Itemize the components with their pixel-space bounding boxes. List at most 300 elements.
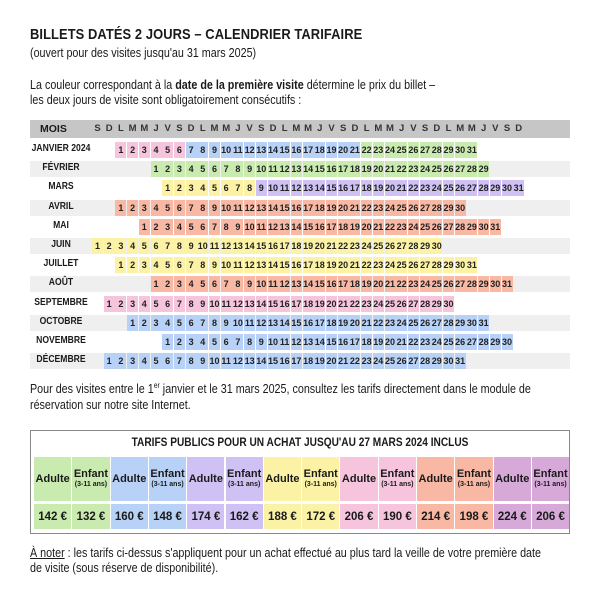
day-cell: 9: [197, 353, 208, 369]
day-cell: 30: [502, 334, 513, 350]
day-cell: 21: [396, 334, 407, 350]
calendar-header-mois: MOIS: [40, 123, 67, 135]
day-cell: 26: [396, 353, 407, 369]
day-cell: 25: [385, 296, 396, 312]
day-cell: 3: [127, 353, 138, 369]
day-cell: 4: [162, 315, 173, 331]
tarif-label: [34, 457, 71, 501]
weekday-letter: M: [210, 123, 219, 134]
day-cell: 16: [291, 142, 302, 158]
day-cell: 10: [221, 200, 232, 216]
tarif-price: 172 €: [302, 504, 339, 529]
day-cell: 29: [466, 219, 477, 235]
day-cell: 30: [443, 296, 454, 312]
day-cell: 12: [291, 180, 302, 196]
tarif-label: [149, 457, 186, 501]
day-cell: 7: [186, 142, 197, 158]
day-cell: 4: [197, 180, 208, 196]
day-cell: 29: [431, 353, 442, 369]
weekday-letter: V: [410, 123, 417, 134]
day-cell: 11: [232, 257, 243, 273]
day-cell: 26: [443, 276, 454, 292]
note-dates-b: janvier et le 31 mars 2025, consultez les tarifs directement dans le module de: [159, 382, 531, 397]
day-cell: 28: [455, 219, 466, 235]
day-cell: 25: [408, 315, 419, 331]
day-cell: 15: [279, 257, 290, 273]
day-cell: 27: [443, 219, 454, 235]
tarif-column: [34, 457, 71, 529]
day-cell: 19: [338, 315, 349, 331]
day-cell: 8: [197, 142, 208, 158]
day-cell: 31: [513, 180, 524, 196]
day-cell: 7: [186, 257, 197, 273]
day-cell: 21: [385, 276, 396, 292]
day-cell: 8: [221, 219, 232, 235]
weekday-letter: S: [258, 123, 265, 134]
month-name: JANVIER 2024: [31, 143, 91, 154]
day-cell: 4: [174, 219, 185, 235]
day-cell: 24: [385, 200, 396, 216]
day-cell: 11: [221, 296, 232, 312]
day-cell: 6: [174, 257, 185, 273]
tarif-column: [379, 457, 416, 529]
day-cell: 15: [268, 296, 279, 312]
day-cell: 16: [291, 257, 302, 273]
day-cell: 3: [162, 219, 173, 235]
day-cell: 4: [151, 200, 162, 216]
day-cell: 25: [385, 353, 396, 369]
month-name: OCTOBRE: [39, 315, 83, 327]
day-cell: 23: [420, 180, 431, 196]
tarif-label: [417, 457, 454, 501]
tarif-price: 132 €: [72, 504, 109, 529]
weekday-letter: S: [421, 123, 429, 134]
day-cell: 27: [420, 257, 431, 273]
day-cell: 29: [443, 142, 454, 158]
day-cell: 2: [127, 257, 138, 273]
note-conditions: [30, 546, 541, 576]
day-cell: 1: [151, 276, 162, 292]
day-cell: 22: [408, 180, 419, 196]
weekday-letter: D: [105, 123, 113, 134]
day-cell: 21: [338, 296, 349, 312]
tarif-label: [532, 457, 569, 501]
day-cell: 7: [197, 315, 208, 331]
weekday-letter: L: [199, 123, 206, 134]
day-cell: 3: [139, 257, 150, 273]
day-cell: 27: [466, 334, 477, 350]
tarif-label-text: Adulte: [265, 472, 300, 485]
tarif-label-sub: (3-11 ans): [457, 481, 491, 488]
day-cell: 23: [373, 142, 384, 158]
day-cell: 27: [408, 296, 419, 312]
tarif-label-sub: (3-11 ans): [381, 481, 414, 488]
tarif-column: [340, 457, 377, 529]
day-cell: 16: [338, 180, 349, 196]
day-cell: 16: [314, 219, 325, 235]
day-cell: 15: [326, 334, 337, 350]
day-cell: 19: [326, 142, 337, 158]
day-cell: 16: [279, 353, 290, 369]
month-name: AOÛT: [48, 277, 74, 289]
day-cell: 22: [396, 161, 407, 177]
day-cell: 5: [197, 161, 208, 177]
intro-bold: date de la première visite: [175, 78, 304, 92]
day-cell: 29: [431, 296, 442, 312]
day-cell: 13: [291, 161, 302, 177]
day-cell: 19: [314, 296, 325, 312]
day-cell: 30: [455, 257, 466, 273]
weekday-letter: J: [399, 123, 405, 134]
day-cell: 25: [431, 276, 442, 292]
day-cell: 17: [303, 200, 314, 216]
day-cell: 26: [396, 296, 407, 312]
tarif-price: 206 €: [532, 504, 569, 529]
day-cell: 14: [244, 238, 255, 254]
day-cell: 18: [326, 315, 337, 331]
day-cell: 21: [349, 257, 360, 273]
day-cell: 30: [502, 180, 513, 196]
tarif-label-text: Enfant: [150, 468, 185, 480]
tarif-label-text: Enfant: [533, 468, 568, 480]
day-cell: 4: [151, 142, 162, 158]
weekday-letter: M: [456, 123, 465, 134]
day-cell: 7: [221, 276, 232, 292]
day-cell: 15: [279, 200, 290, 216]
day-cell: 2: [139, 315, 150, 331]
day-cell: 1: [104, 296, 115, 312]
day-cell: 22: [385, 219, 396, 235]
day-cell: 24: [385, 257, 396, 273]
day-cell: 5: [139, 238, 150, 254]
day-cell: 1: [104, 353, 115, 369]
tarif-column: [417, 457, 454, 529]
day-cell: 4: [139, 353, 150, 369]
day-cell: 30: [455, 200, 466, 216]
tarif-label-text: Enfant: [227, 468, 262, 480]
weekday-letter: M: [128, 123, 137, 134]
day-cell: 6: [174, 200, 185, 216]
day-cell: 17: [279, 238, 290, 254]
tarif-price: 198 €: [455, 504, 492, 529]
tarif-price: 162 €: [226, 504, 263, 529]
day-cell: 4: [186, 161, 197, 177]
day-cell: 12: [268, 219, 279, 235]
weekday-letter: M: [304, 123, 313, 134]
day-cell: 28: [420, 296, 431, 312]
day-cell: 6: [221, 180, 232, 196]
day-cell: 16: [326, 276, 337, 292]
day-cell: 2: [151, 219, 162, 235]
day-cell: 13: [256, 200, 267, 216]
tarif-label-text: Adulte: [495, 472, 530, 485]
weekday-letter: S: [176, 123, 183, 134]
day-cell: 24: [431, 334, 442, 350]
day-cell: 13: [244, 353, 255, 369]
day-cell: 10: [209, 353, 220, 369]
day-cell: 17: [314, 315, 325, 331]
weekday-letter: J: [480, 123, 487, 134]
intro-text: [30, 78, 435, 108]
day-cell: 31: [502, 276, 513, 292]
day-cell: 27: [431, 315, 442, 331]
day-cell: 3: [151, 315, 162, 331]
day-cell: 27: [396, 238, 407, 254]
day-cell: 11: [221, 353, 232, 369]
day-cell: 11: [279, 180, 290, 196]
day-cell: 4: [127, 238, 138, 254]
day-cell: 23: [408, 161, 419, 177]
day-cell: 19: [314, 353, 325, 369]
day-cell: 9: [186, 238, 197, 254]
day-cell: 8: [197, 257, 208, 273]
note-dates-sup: er: [153, 381, 160, 390]
day-cell: 22: [396, 276, 407, 292]
day-cell: 8: [244, 334, 255, 350]
day-cell: 9: [244, 161, 255, 177]
day-cell: 17: [303, 257, 314, 273]
day-cell: 11: [268, 276, 279, 292]
tarif-price: 224 €: [494, 504, 531, 529]
day-cell: 11: [279, 334, 290, 350]
day-cell: 15: [303, 219, 314, 235]
intro-part2: détermine le prix du billet –: [303, 78, 436, 92]
day-cell: 9: [209, 142, 220, 158]
day-cell: 25: [431, 161, 442, 177]
day-cell: 11: [232, 142, 243, 158]
day-cell: 11: [209, 238, 220, 254]
day-cell: 20: [385, 334, 396, 350]
tarif-label-text: Adulte: [341, 472, 377, 485]
day-cell: 31: [478, 315, 489, 331]
day-cell: 15: [326, 180, 337, 196]
day-cell: 9: [197, 296, 208, 312]
tarif-label-sub: (3-11 ans): [304, 481, 337, 488]
day-cell: 14: [268, 257, 279, 273]
weekday-letter: L: [117, 123, 124, 134]
day-cell: 1: [115, 257, 126, 273]
day-cell: 13: [268, 315, 279, 331]
day-cell: 29: [490, 334, 501, 350]
weekday-letter: D: [433, 123, 441, 134]
day-cell: 3: [174, 161, 185, 177]
tarif-label-text: Adulte: [418, 472, 453, 485]
day-cell: 1: [139, 219, 150, 235]
tarif-column: [264, 457, 301, 529]
month-name: FÉVRIER: [42, 162, 80, 174]
day-cell: 25: [443, 180, 454, 196]
tarif-column: [494, 457, 531, 529]
day-cell: 21: [385, 161, 396, 177]
weekday-letter: S: [503, 123, 511, 134]
day-cell: 17: [326, 219, 337, 235]
day-cell: 28: [431, 200, 442, 216]
tarif-column: [149, 457, 186, 529]
weekday-letter: L: [281, 123, 288, 134]
day-cell: 25: [420, 219, 431, 235]
day-cell: 17: [291, 296, 302, 312]
day-cell: 6: [162, 353, 173, 369]
day-cell: 15: [314, 161, 325, 177]
day-cell: 10: [256, 161, 267, 177]
tarif-label-sub: (3-11 ans): [228, 481, 261, 488]
day-cell: 21: [349, 200, 360, 216]
month-name: MAI: [53, 219, 69, 231]
day-cell: 7: [162, 238, 173, 254]
day-cell: 8: [244, 180, 255, 196]
day-cell: 1: [127, 315, 138, 331]
day-cell: 9: [256, 334, 267, 350]
day-cell: 1: [92, 238, 103, 254]
tarif-price: 142 €: [34, 504, 71, 529]
weekday-letter: J: [153, 123, 159, 134]
day-cell: 5: [209, 334, 220, 350]
day-cell: 21: [338, 353, 349, 369]
weekday-letter: M: [386, 123, 394, 134]
day-cell: 31: [466, 142, 477, 158]
weekday-letter: M: [222, 123, 231, 134]
day-cell: 23: [396, 219, 407, 235]
day-cell: 14: [268, 200, 279, 216]
day-cell: 18: [314, 142, 325, 158]
day-cell: 11: [268, 161, 279, 177]
weekday-letter: M: [467, 123, 476, 134]
day-cell: 2: [127, 142, 138, 158]
month-name: MARS: [48, 181, 74, 193]
day-cell: 26: [455, 180, 466, 196]
day-cell: 18: [314, 200, 325, 216]
day-cell: 20: [373, 276, 384, 292]
day-cell: 4: [186, 276, 197, 292]
day-cell: 6: [186, 315, 197, 331]
day-cell: 14: [314, 180, 325, 196]
day-cell: 23: [420, 334, 431, 350]
day-cell: 12: [244, 142, 255, 158]
day-cell: 5: [162, 200, 173, 216]
day-cell: 13: [291, 276, 302, 292]
intro-part1: La couleur correspondant à la: [30, 78, 176, 92]
day-cell: 23: [373, 257, 384, 273]
tarif-label: [72, 457, 109, 501]
day-cell: 8: [174, 238, 185, 254]
weekday-letter: L: [445, 123, 452, 134]
day-cell: 6: [174, 142, 185, 158]
day-cell: 19: [326, 200, 337, 216]
month-name: JUILLET: [43, 258, 79, 270]
day-cell: 11: [244, 315, 255, 331]
day-cell: 12: [232, 353, 243, 369]
day-cell: 18: [291, 238, 302, 254]
day-cell: 17: [338, 276, 349, 292]
tarif-label: [111, 457, 148, 501]
day-cell: 14: [303, 276, 314, 292]
day-cell: 25: [373, 238, 384, 254]
day-cell: 5: [186, 219, 197, 235]
day-cell: 28: [478, 334, 489, 350]
day-cell: 16: [279, 296, 290, 312]
day-cell: 23: [385, 315, 396, 331]
day-cell: 29: [420, 238, 431, 254]
note-dates-a: Pour des visites entre le 1: [30, 382, 154, 397]
day-cell: 16: [268, 238, 279, 254]
tarif-column: [455, 457, 492, 529]
day-cell: 18: [361, 180, 372, 196]
day-cell: 22: [361, 200, 372, 216]
day-cell: 2: [115, 353, 126, 369]
day-cell: 14: [303, 161, 314, 177]
day-cell: 24: [408, 219, 419, 235]
day-cell: 6: [162, 296, 173, 312]
day-cell: 28: [431, 257, 442, 273]
day-cell: 30: [455, 142, 466, 158]
weekday-letter: J: [317, 123, 323, 134]
day-cell: 31: [455, 353, 466, 369]
day-cell: 26: [420, 315, 431, 331]
day-cell: 5: [174, 315, 185, 331]
day-cell: 24: [420, 161, 431, 177]
day-cell: 14: [291, 219, 302, 235]
note-conditions-text2: de visite (sous réserve de disponibilité).: [30, 561, 219, 575]
day-cell: 24: [431, 180, 442, 196]
day-cell: 9: [232, 219, 243, 235]
day-cell: 7: [232, 334, 243, 350]
day-cell: 5: [197, 276, 208, 292]
day-cell: 27: [455, 161, 466, 177]
day-cell: 11: [232, 200, 243, 216]
day-cell: 8: [186, 353, 197, 369]
day-cell: 14: [314, 334, 325, 350]
day-cell: 1: [151, 161, 162, 177]
day-cell: 17: [338, 161, 349, 177]
day-cell: 7: [221, 161, 232, 177]
day-cell: 18: [303, 296, 314, 312]
day-cell: 11: [256, 219, 267, 235]
day-cell: 22: [408, 334, 419, 350]
tarif-column: [302, 457, 339, 529]
tarif-label-text: Enfant: [73, 468, 109, 480]
day-cell: 27: [420, 200, 431, 216]
day-cell: 10: [232, 315, 243, 331]
day-cell: 26: [408, 142, 419, 158]
tarif-label: [455, 457, 492, 501]
weekday-letter: V: [164, 123, 171, 134]
day-cell: 12: [291, 334, 302, 350]
day-cell: 12: [244, 200, 255, 216]
day-cell: 23: [373, 200, 384, 216]
day-cell: 7: [232, 180, 243, 196]
day-cell: 21: [349, 142, 360, 158]
day-cell: 17: [349, 334, 360, 350]
day-cell: 3: [127, 296, 138, 312]
day-cell: 31: [490, 219, 501, 235]
day-cell: 2: [104, 238, 115, 254]
day-cell: 21: [396, 180, 407, 196]
tarif-label-sub: (3-11 ans): [534, 481, 567, 488]
day-cell: 18: [349, 161, 360, 177]
tarif-price: 190 €: [379, 504, 416, 529]
tarif-column: [72, 457, 109, 529]
day-cell: 28: [408, 238, 419, 254]
day-cell: 8: [209, 315, 220, 331]
day-cell: 1: [115, 200, 126, 216]
day-cell: 19: [361, 276, 372, 292]
day-cell: 2: [162, 161, 173, 177]
day-cell: 28: [478, 180, 489, 196]
day-cell: 19: [373, 334, 384, 350]
day-cell: 21: [373, 219, 384, 235]
tarif-label-text: Enfant: [456, 468, 492, 480]
day-cell: 24: [373, 353, 384, 369]
